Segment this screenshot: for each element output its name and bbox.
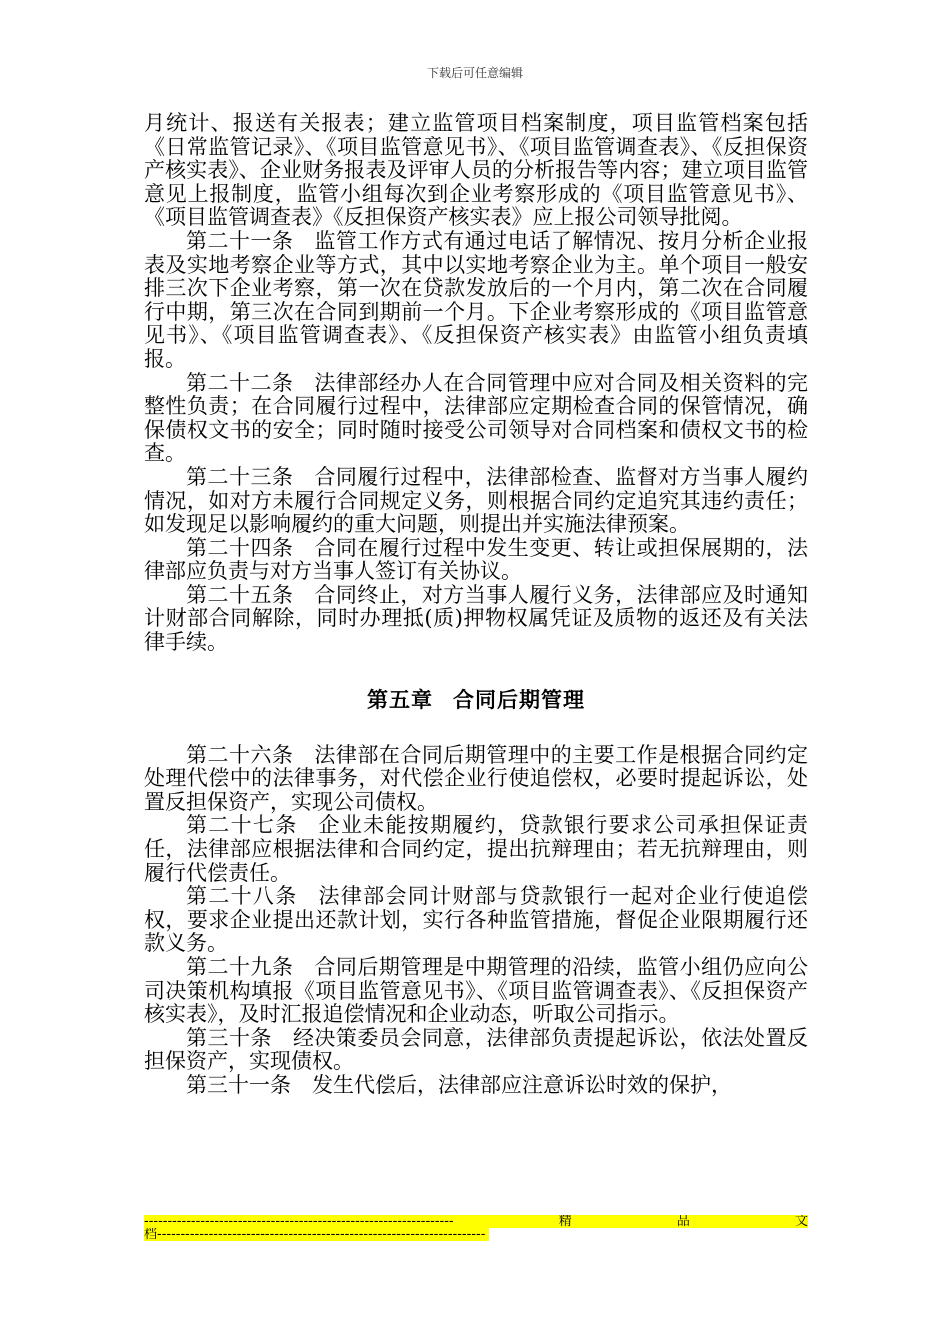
footer-dashes-left: ------------------------------------------------------------------ bbox=[144, 1215, 454, 1228]
article-paragraph bbox=[144, 584, 808, 655]
article-text: 监管工作方式有通过电话了解情况、按月分析企业报表及实地考察企业等方式，其中以实地考察企业为主。单个项目一般安排三次下企业考察，第一次在贷款发放后的一个月内，第二次在合同履行中期，第三次在合同到期前一个月。下企业考察形成的《项目监管意见书》、《项目监管调查表》、《反担保资产核实表》由监管小组负责填报。 bbox=[144, 228, 809, 371]
paragraphs-bottom bbox=[144, 744, 808, 1098]
chapter-heading bbox=[144, 686, 808, 714]
footer-char-3: 文 bbox=[794, 1215, 808, 1228]
footer-line-1 bbox=[144, 1215, 808, 1228]
article-paragraph bbox=[144, 372, 808, 466]
article-number: 第二十三条 bbox=[186, 464, 294, 489]
article-number: 第二十二条 bbox=[186, 370, 294, 395]
footer-char-4: 档 bbox=[144, 1228, 158, 1241]
paragraphs-top bbox=[144, 112, 808, 655]
article-paragraph bbox=[144, 537, 808, 584]
footer-line-2 bbox=[144, 1228, 489, 1241]
page-header bbox=[0, 64, 950, 81]
article-text: 合同后期管理是中期管理的沿续，监管小组仍应向公司决策机构填报《项目监管意见书》、《项目监管调查表》、《反担保资产核实表》，及时汇报追偿情况和企业动态，听取公司指示。 bbox=[144, 955, 809, 1027]
footer-char-2: 品 bbox=[676, 1215, 690, 1228]
article-text: 法律部经办人在合同管理中应对合同及相关资料的完整性负责；在合同履行过程中，法律部应定期检查合同的保管情况，确保债权文书的安全；同时随时接受公司领导对合同档案和债权文书的检查。 bbox=[144, 370, 809, 466]
article-text: 经决策委员会同意，法律部负责提起诉讼，依法处置反担保资产，实现债权。 bbox=[144, 1025, 809, 1074]
article-paragraph bbox=[144, 1027, 808, 1074]
article-text: 发生代偿后，法律部应注意诉讼时效的保护， bbox=[312, 1072, 732, 1097]
article-number: 第二十七条 bbox=[186, 813, 298, 838]
article-number: 第二十六条 bbox=[186, 742, 294, 767]
article-number: 第三十条 bbox=[186, 1025, 272, 1050]
article-text: 合同终止，对方当事人履行义务，法律部应及时通知计财部合同解除，同时办理抵(质)押物权属凭证及质物的返还及有关法律手续。 bbox=[144, 582, 809, 655]
continuation-paragraph bbox=[144, 112, 808, 230]
article-number: 第二十八条 bbox=[186, 884, 298, 909]
article-text: 企业未能按期履约，贷款银行要求公司承担保证责任，法律部应根据法律和合同约定，提出抗辩理由；若无抗辩理由，则履行代偿责任。 bbox=[144, 813, 809, 885]
article-paragraph bbox=[144, 814, 808, 885]
article-number: 第二十一条 bbox=[186, 228, 294, 253]
article-number: 第二十九条 bbox=[186, 955, 294, 979]
article-number: 第二十五条 bbox=[186, 582, 294, 607]
article-text: 法律部会同计财部与贷款银行一起对企业行使追偿权，要求企业提出还款计划，实行各种监管措施，督促企业限期履行还款义务。 bbox=[144, 884, 809, 956]
article-paragraph bbox=[144, 230, 808, 372]
article-paragraph bbox=[144, 744, 808, 815]
footer-char-1: 精 bbox=[558, 1215, 572, 1228]
page-footer bbox=[144, 1215, 808, 1241]
article-number: 第三十一条 bbox=[186, 1072, 291, 1097]
chapter-number: 第五章 bbox=[367, 687, 433, 712]
article-text: 法律部在合同后期管理中的主要工作是根据合同约定处理代偿中的法律事务，对代偿企业行使追偿权，必要时提起诉讼，处置反担保资产，实现公司债权。 bbox=[144, 742, 809, 814]
document-body bbox=[144, 112, 808, 1098]
article-paragraph bbox=[144, 1074, 808, 1098]
article-paragraph bbox=[144, 466, 808, 537]
article-text: 合同在履行过程中发生变更、转让或担保展期的，法律部应负责与对方当事人签订有关协议。 bbox=[144, 535, 809, 584]
article-paragraph bbox=[144, 956, 808, 1027]
article-number: 第二十四条 bbox=[186, 535, 294, 560]
article-text: 月统计、报送有关报表；建立监管项目档案制度，项目监管档案包括《日常监管记录》、《项目监管意见书》、《项目监管调查表》、《反担保资产核实表》、企业财务报表及评审人员的分析报告等内容；建立项目监管意见上报制度，监管小组每次到企业考察形成的《项目监管意见书》、《项目监管调查表》《反担保资产核实表》应上报公司领导批阅。 bbox=[144, 111, 808, 230]
chapter-title: 合同后期管理 bbox=[453, 687, 585, 712]
footer-dashes-right: ---------------------------------------------------------------------- bbox=[157, 1228, 486, 1241]
article-text: 合同履行过程中，法律部检查、监督对方当事人履约情况，如对方未履行合同规定义务，则根据合同约定追究其违约责任；如发现足以影响履约的重大问题，则提出并实施法律预案。 bbox=[144, 464, 809, 537]
header-note: 下载后可任意编辑 bbox=[426, 66, 523, 80]
article-paragraph bbox=[144, 885, 808, 956]
